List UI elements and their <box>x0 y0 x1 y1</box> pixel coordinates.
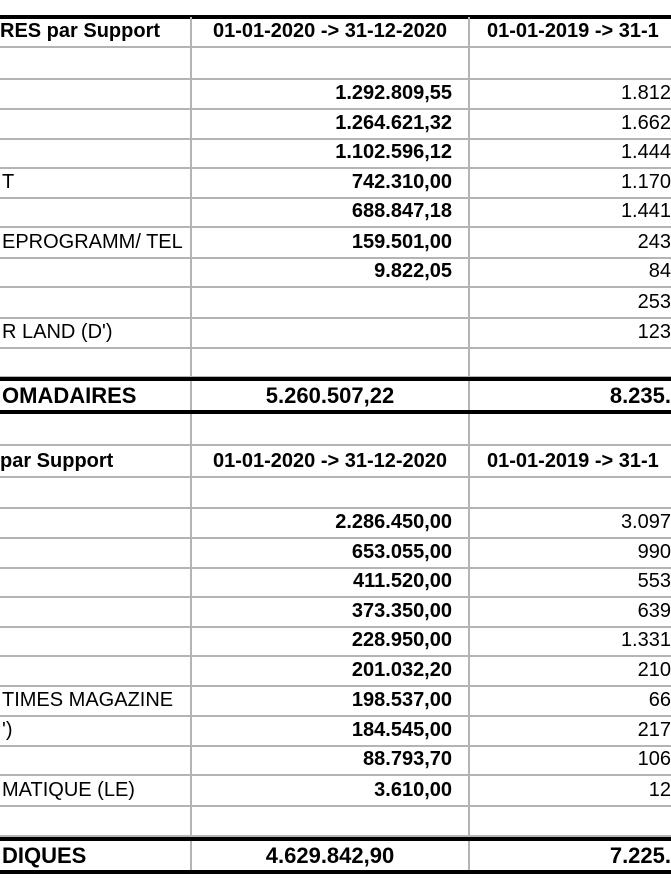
label-cell[interactable]: R LAND (D') <box>0 318 192 347</box>
value-2019-cell[interactable] <box>470 478 671 507</box>
value-2020-cell[interactable]: 688.847,18 <box>192 197 470 226</box>
table-row <box>0 656 671 685</box>
value-2019-cell[interactable]: 639 <box>637 600 671 622</box>
value-2019-cell[interactable] <box>470 347 671 376</box>
table-row <box>0 347 671 376</box>
label-cell[interactable] <box>0 109 192 138</box>
value-2020-cell[interactable] <box>192 347 470 376</box>
table-row <box>0 686 671 715</box>
value-2020-cell[interactable] <box>192 806 470 835</box>
table-row <box>0 79 671 108</box>
value-2019-cell[interactable]: 12 <box>648 779 671 801</box>
table-row <box>0 806 671 835</box>
table-row <box>0 257 671 286</box>
value-2020-cell[interactable]: 159.501,00 <box>192 228 470 257</box>
value-2020-cell[interactable]: 184.545,00 <box>192 716 470 745</box>
label-cell[interactable]: T <box>0 168 192 197</box>
value-2019-cell[interactable]: 66 <box>648 689 671 711</box>
value-2020-cell[interactable] <box>192 47 470 78</box>
value-2020-cell[interactable]: 198.537,00 <box>192 686 470 715</box>
value-2020-cell[interactable]: 9.822,05 <box>192 257 470 286</box>
value-2019-cell[interactable] <box>470 414 671 444</box>
value-2019-cell[interactable]: 553 <box>637 570 671 592</box>
table-row <box>0 168 671 197</box>
value-2020-cell[interactable]: 88.793,70 <box>192 745 470 774</box>
value-2019-cell[interactable]: 1.331 <box>620 629 671 651</box>
label-cell[interactable] <box>0 347 192 376</box>
header-row <box>0 446 671 476</box>
value-2020-cell[interactable]: 1.292.809,55 <box>192 79 470 108</box>
thick-border <box>0 870 671 874</box>
header-row <box>0 17 671 46</box>
label-cell[interactable]: OMADAIRES <box>0 381 192 410</box>
value-2020-cell[interactable]: 01-01-2020 -> 31-12-2020 <box>192 446 470 476</box>
label-cell[interactable] <box>0 257 192 286</box>
table-row <box>0 109 671 138</box>
label-cell[interactable] <box>0 138 192 167</box>
value-2019-cell[interactable]: 123 <box>637 321 671 343</box>
label-cell[interactable]: EPROGRAMM/ TEL <box>0 228 192 257</box>
total-row <box>0 381 671 410</box>
label-cell[interactable] <box>0 508 192 537</box>
value-2019-cell[interactable]: 1.812 <box>620 82 671 104</box>
label-cell[interactable] <box>0 538 192 567</box>
value-2020-cell[interactable]: 5.260.507,22 <box>192 381 470 410</box>
label-cell[interactable] <box>0 567 192 596</box>
table-row <box>0 47 671 78</box>
label-cell[interactable] <box>0 197 192 226</box>
spacer-row <box>0 414 671 444</box>
value-2020-cell[interactable]: 2.286.450,00 <box>192 508 470 537</box>
value-2019-cell[interactable]: 8.235. <box>609 382 671 408</box>
table-row <box>0 508 671 537</box>
table-row <box>0 716 671 745</box>
value-2019-cell[interactable]: 243 <box>637 231 671 253</box>
table-row <box>0 597 671 626</box>
label-cell[interactable] <box>0 656 192 685</box>
value-2019-cell[interactable]: 990 <box>637 541 671 563</box>
table-row <box>0 745 671 774</box>
label-cell[interactable]: ') <box>0 716 192 745</box>
value-2020-cell[interactable]: 4.629.842,90 <box>192 841 470 870</box>
table-row <box>0 197 671 226</box>
value-2019-cell[interactable]: 1.170 <box>620 171 671 193</box>
value-2019-cell[interactable]: 7.225. <box>609 842 671 868</box>
label-cell[interactable] <box>0 597 192 626</box>
value-2020-cell[interactable] <box>192 414 470 444</box>
value-2020-cell[interactable]: 411.520,00 <box>192 567 470 596</box>
table-row <box>0 567 671 596</box>
value-2020-cell[interactable]: 373.350,00 <box>192 597 470 626</box>
table-row <box>0 138 671 167</box>
value-2020-cell[interactable]: 742.310,00 <box>192 168 470 197</box>
value-2020-cell[interactable]: 228.950,00 <box>192 626 470 655</box>
value-2019-cell[interactable]: 01-01-2019 -> 31-1 <box>487 20 659 42</box>
label-cell[interactable] <box>0 478 192 507</box>
label-cell[interactable]: par Support <box>0 446 192 476</box>
table-row <box>0 228 671 257</box>
label-cell[interactable]: RES par Support <box>0 17 192 46</box>
label-cell[interactable] <box>0 288 192 317</box>
value-2019-cell[interactable]: 1.444 <box>620 141 671 163</box>
value-2019-cell[interactable]: 84 <box>648 260 671 282</box>
label-cell[interactable]: MATIQUE (LE) <box>0 776 192 805</box>
value-2019-cell[interactable]: 1.662 <box>620 112 671 134</box>
value-2020-cell[interactable]: 201.032,20 <box>192 656 470 685</box>
table-row <box>0 288 671 317</box>
value-2020-cell[interactable] <box>192 318 470 347</box>
value-2020-cell[interactable]: 1.102.596,12 <box>192 138 470 167</box>
value-2020-cell[interactable] <box>192 478 470 507</box>
value-2020-cell[interactable]: 01-01-2020 -> 31-12-2020 <box>192 17 470 46</box>
value-2020-cell[interactable]: 3.610,00 <box>192 776 470 805</box>
value-2019-cell[interactable] <box>470 47 671 78</box>
value-2019-cell[interactable]: 253 <box>637 291 671 313</box>
label-cell[interactable] <box>0 745 192 774</box>
table-row <box>0 318 671 347</box>
table-row <box>0 538 671 567</box>
value-2019-cell[interactable]: 3.097 <box>620 511 671 533</box>
value-2019-cell[interactable]: 210 <box>637 659 671 681</box>
label-cell[interactable] <box>0 806 192 835</box>
value-2019-cell[interactable]: 01-01-2019 -> 31-1 <box>487 449 659 472</box>
label-cell[interactable]: DIQUES <box>0 841 192 870</box>
label-cell[interactable] <box>0 414 192 444</box>
value-2019-cell[interactable]: 1.441 <box>620 200 671 222</box>
value-2020-cell[interactable]: 1.264.621,32 <box>192 109 470 138</box>
table-row <box>0 776 671 805</box>
value-2019-cell[interactable] <box>470 806 671 835</box>
label-cell[interactable]: TIMES MAGAZINE <box>0 686 192 715</box>
value-2019-cell[interactable]: 217 <box>637 719 671 741</box>
total-row <box>0 841 671 870</box>
label-cell[interactable] <box>0 79 192 108</box>
value-2020-cell[interactable] <box>192 288 470 317</box>
label-cell[interactable] <box>0 47 192 78</box>
table-row <box>0 626 671 655</box>
value-2020-cell[interactable]: 653.055,00 <box>192 538 470 567</box>
label-cell[interactable] <box>0 626 192 655</box>
table-row <box>0 478 671 507</box>
value-2019-cell[interactable]: 106 <box>637 748 671 770</box>
